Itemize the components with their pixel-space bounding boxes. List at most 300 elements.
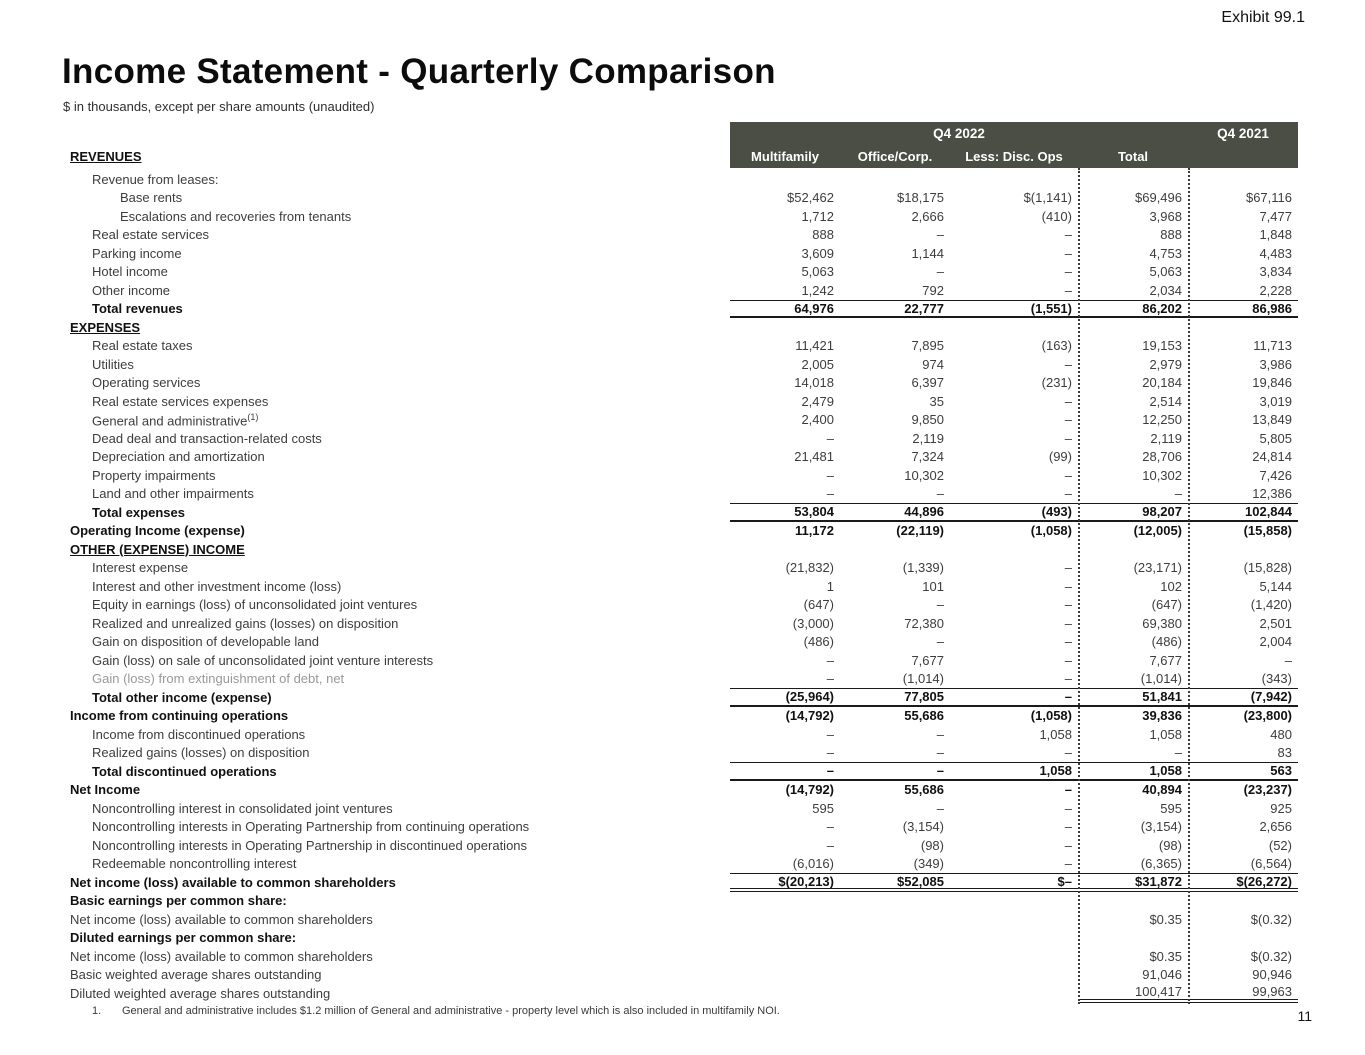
value-cell: 925 bbox=[1270, 800, 1292, 816]
column-header-office-corp: Office/Corp. bbox=[857, 148, 933, 164]
row-values bbox=[730, 355, 1298, 374]
total-column-divider-left bbox=[1078, 168, 1080, 1004]
table-row bbox=[63, 707, 1298, 726]
value-cell: (6,365) bbox=[1140, 856, 1182, 872]
value-cell: 20,184 bbox=[1142, 375, 1182, 391]
table-row bbox=[63, 540, 1298, 559]
value-cell: 35 bbox=[929, 393, 944, 409]
table-row bbox=[63, 559, 1298, 578]
value-cell: – bbox=[1174, 486, 1182, 502]
value-cell: (1,014) bbox=[902, 671, 944, 687]
value-cell: – bbox=[1284, 652, 1292, 668]
table-row bbox=[63, 818, 1298, 837]
table-body bbox=[63, 170, 1298, 1003]
value-cell: $– bbox=[1057, 874, 1072, 889]
footnote bbox=[92, 1005, 780, 1017]
value-cell: 44,896 bbox=[904, 504, 944, 520]
value-cell: (6,564) bbox=[1250, 856, 1292, 872]
value-cell: 3,019 bbox=[1259, 393, 1292, 409]
row-label: Depreciation and amortization bbox=[92, 449, 265, 465]
value-cell: 100,417 bbox=[1078, 984, 1188, 1003]
value-cell: – bbox=[936, 800, 944, 816]
row-label: Escalations and recoveries from tenants bbox=[120, 208, 352, 224]
row-values bbox=[730, 466, 1298, 485]
row-values bbox=[730, 503, 1298, 522]
value-cell: – bbox=[826, 726, 834, 742]
value-cell: 12,250 bbox=[1142, 412, 1182, 428]
row-label: Equity in earnings (loss) of unconsolidated joint ventures bbox=[92, 597, 418, 613]
value-cell: (343) bbox=[1261, 671, 1292, 687]
value-cell: (23,171) bbox=[1133, 560, 1182, 576]
table-row bbox=[63, 744, 1298, 763]
table-row bbox=[63, 873, 1298, 892]
value-cell: 19,153 bbox=[1142, 338, 1182, 354]
value-cell: – bbox=[936, 486, 944, 502]
table-row bbox=[63, 633, 1298, 652]
row-values bbox=[730, 929, 1298, 948]
row-values bbox=[730, 337, 1298, 356]
value-cell: 2,400 bbox=[801, 412, 834, 428]
table-row bbox=[63, 836, 1298, 855]
row-values bbox=[730, 281, 1298, 300]
value-cell: 19,846 bbox=[1252, 375, 1292, 391]
value-cell: 11,172 bbox=[794, 523, 834, 539]
value-cell: 888 bbox=[812, 227, 834, 243]
row-label: Dead deal and transaction-related costs bbox=[92, 430, 322, 446]
row-values bbox=[730, 429, 1298, 448]
value-cell: 98,207 bbox=[1142, 504, 1182, 520]
table-row bbox=[63, 226, 1298, 245]
value-cell: (25,964) bbox=[785, 689, 834, 705]
value-cell: (3,154) bbox=[902, 819, 944, 835]
value-cell: 2,034 bbox=[1149, 282, 1182, 298]
value-cell: – bbox=[936, 634, 944, 650]
value-cell: (1,058) bbox=[1030, 708, 1072, 724]
value-cell: 91,046 bbox=[1142, 967, 1182, 983]
table-row bbox=[63, 984, 1298, 1003]
column-header-less-disc-ops: Less: Disc. Ops bbox=[965, 148, 1063, 164]
value-cell: 2,666 bbox=[911, 208, 944, 224]
value-cell: 792 bbox=[922, 282, 944, 298]
row-values bbox=[730, 873, 1298, 892]
table-row bbox=[63, 947, 1298, 966]
row-label: Parking income bbox=[92, 245, 182, 261]
value-cell: $(0.32) bbox=[1250, 911, 1292, 927]
value-cell: 86,202 bbox=[1142, 300, 1182, 316]
row-values bbox=[730, 170, 1298, 189]
value-cell: $67,116 bbox=[1245, 190, 1292, 206]
value-cell: (98) bbox=[920, 837, 944, 853]
value-cell: 5,063 bbox=[801, 264, 834, 280]
value-cell: – bbox=[1064, 245, 1072, 261]
table-row bbox=[63, 670, 1298, 689]
table-row bbox=[63, 244, 1298, 263]
value-cell: $(0.32) bbox=[1250, 948, 1292, 964]
row-label: Interest expense bbox=[92, 560, 189, 576]
row-label: Gain on disposition of developable land bbox=[92, 634, 319, 650]
value-cell: (486) bbox=[803, 634, 834, 650]
row-label: Diluted weighted average shares outstanding bbox=[70, 985, 331, 1001]
value-cell: $0.35 bbox=[1149, 911, 1182, 927]
value-cell: – bbox=[1064, 227, 1072, 243]
value-cell: (12,005) bbox=[1133, 523, 1182, 539]
table-row bbox=[63, 966, 1298, 985]
table-row bbox=[63, 448, 1298, 467]
value-cell: – bbox=[936, 745, 944, 761]
value-cell: 7,677 bbox=[1149, 652, 1182, 668]
table-row bbox=[63, 799, 1298, 818]
value-cell: – bbox=[1174, 745, 1182, 761]
value-cell: 7,677 bbox=[911, 652, 944, 668]
value-cell: 5,063 bbox=[1149, 264, 1182, 280]
row-label: Net income (loss) available to common shareholders bbox=[70, 874, 396, 890]
value-cell: – bbox=[826, 467, 834, 483]
table-row bbox=[63, 688, 1298, 707]
value-cell: $(20,213) bbox=[778, 874, 834, 889]
value-cell: 69,380 bbox=[1142, 615, 1182, 631]
value-cell: 2,119 bbox=[1150, 430, 1182, 446]
value-cell: 7,426 bbox=[1259, 467, 1292, 483]
value-cell: 55,686 bbox=[904, 782, 944, 798]
value-cell: 2,656 bbox=[1259, 819, 1292, 835]
row-label: Realized gains (losses) on disposition bbox=[92, 745, 310, 761]
value-cell: $52,462 bbox=[787, 190, 834, 206]
value-cell: 72,380 bbox=[904, 615, 944, 631]
table-row bbox=[63, 207, 1298, 226]
value-cell: $52,085 bbox=[897, 874, 944, 889]
value-cell: 102 bbox=[1160, 578, 1182, 594]
row-label: Real estate taxes bbox=[92, 338, 193, 354]
value-cell: – bbox=[1064, 356, 1072, 372]
row-values bbox=[730, 818, 1298, 837]
row-values bbox=[730, 947, 1298, 966]
value-cell: (1,339) bbox=[902, 560, 944, 576]
value-cell: 595 bbox=[1160, 800, 1182, 816]
value-cell: – bbox=[826, 486, 834, 502]
value-cell: – bbox=[1064, 578, 1072, 594]
value-cell: (6,016) bbox=[792, 856, 834, 872]
section-header-revenues: REVENUES bbox=[70, 149, 142, 164]
row-values bbox=[730, 189, 1298, 208]
value-cell: 5,805 bbox=[1259, 430, 1292, 446]
value-cell: (98) bbox=[1158, 837, 1182, 853]
value-cell: 2,228 bbox=[1259, 282, 1292, 298]
table-row bbox=[63, 281, 1298, 300]
value-cell: 1,058 bbox=[1039, 763, 1072, 779]
value-cell: – bbox=[1064, 652, 1072, 668]
value-cell: – bbox=[826, 819, 834, 835]
value-cell: 64,976 bbox=[794, 300, 834, 316]
row-values bbox=[730, 244, 1298, 263]
value-cell: 1,242 bbox=[801, 282, 834, 298]
value-cell: 53,804 bbox=[794, 504, 834, 520]
value-cell: (1,551) bbox=[1030, 300, 1072, 316]
value-cell: 10,302 bbox=[904, 467, 944, 483]
value-cell: (1,014) bbox=[1140, 671, 1182, 687]
value-cell: 974 bbox=[922, 356, 944, 372]
row-values bbox=[730, 670, 1298, 689]
value-cell: 102,844 bbox=[1245, 504, 1292, 520]
value-cell: 1,712 bbox=[801, 208, 834, 224]
value-cell: $(1,141) bbox=[1023, 190, 1072, 206]
value-cell: – bbox=[1064, 800, 1072, 816]
value-cell: – bbox=[1064, 412, 1072, 428]
value-cell: 9,850 bbox=[911, 412, 944, 428]
value-cell: 51,841 bbox=[1142, 689, 1182, 705]
value-cell: (23,800) bbox=[1243, 708, 1292, 724]
table-row bbox=[63, 466, 1298, 485]
value-cell: – bbox=[1064, 430, 1072, 446]
table-row bbox=[63, 614, 1298, 633]
footnote-text: General and administrative includes $1.2 million of General and administrative - property level which is also included in multifamily NOI. bbox=[122, 1005, 780, 1017]
table-header bbox=[730, 122, 1298, 168]
value-cell: $18,175 bbox=[897, 190, 944, 206]
value-cell: – bbox=[936, 726, 944, 742]
value-cell: (3,154) bbox=[1140, 819, 1182, 835]
row-label: Gain (loss) on sale of unconsolidated joint venture interests bbox=[92, 652, 434, 668]
row-label: Noncontrolling interests in Operating Partnership from continuing operations bbox=[92, 819, 530, 835]
value-cell: 888 bbox=[1160, 227, 1182, 243]
table-row bbox=[63, 337, 1298, 356]
row-values bbox=[730, 707, 1298, 726]
table-row bbox=[63, 596, 1298, 615]
value-cell: 3,609 bbox=[801, 245, 834, 261]
value-cell: 3,834 bbox=[1259, 264, 1292, 280]
row-label: Net income (loss) available to common shareholders bbox=[70, 948, 373, 964]
table-row bbox=[63, 929, 1298, 948]
value-cell: 4,483 bbox=[1259, 245, 1292, 261]
table-row bbox=[63, 392, 1298, 411]
row-values bbox=[730, 263, 1298, 282]
row-label: Real estate services expenses bbox=[92, 393, 269, 409]
table-row bbox=[63, 411, 1298, 430]
row-label: Operating Income (expense) bbox=[70, 523, 245, 539]
value-cell: – bbox=[1064, 837, 1072, 853]
value-cell: 90,946 bbox=[1252, 967, 1292, 983]
value-cell: 14,018 bbox=[794, 375, 834, 391]
row-values bbox=[730, 577, 1298, 596]
table-row bbox=[63, 522, 1298, 541]
value-cell: (349) bbox=[913, 856, 944, 872]
row-label: Property impairments bbox=[92, 467, 216, 483]
value-cell: – bbox=[1064, 467, 1072, 483]
row-label: Total discontinued operations bbox=[92, 763, 277, 779]
table-row bbox=[63, 503, 1298, 522]
row-label: Noncontrolling interests in Operating Partnership in discontinued operations bbox=[92, 837, 528, 853]
value-cell: 83 bbox=[1277, 745, 1292, 761]
value-cell: 2,514 bbox=[1149, 393, 1182, 409]
value-cell: 6,397 bbox=[911, 375, 944, 391]
value-cell: (52) bbox=[1268, 837, 1292, 853]
row-values bbox=[730, 522, 1298, 541]
value-cell: – bbox=[1064, 282, 1072, 298]
value-cell: – bbox=[1064, 615, 1072, 631]
table-row bbox=[63, 725, 1298, 744]
row-values bbox=[730, 392, 1298, 411]
row-label: Net income (loss) available to common shareholders bbox=[70, 911, 373, 927]
row-values bbox=[730, 559, 1298, 578]
page-subtitle: $ in thousands, except per share amounts (unaudited) bbox=[63, 99, 375, 114]
value-cell: – bbox=[936, 227, 944, 243]
row-label: Income from continuing operations bbox=[70, 708, 289, 724]
value-cell: 1 bbox=[826, 578, 834, 594]
value-cell: (15,828) bbox=[1243, 560, 1292, 576]
row-label: Income from discontinued operations bbox=[92, 726, 306, 742]
table-row bbox=[63, 651, 1298, 670]
row-label: Land and other impairments bbox=[92, 486, 254, 502]
value-cell: 24,814 bbox=[1252, 449, 1292, 465]
row-label: Basic earnings per common share: bbox=[70, 893, 287, 909]
value-cell: – bbox=[936, 597, 944, 613]
table-row bbox=[63, 374, 1298, 393]
value-cell: 5,144 bbox=[1259, 578, 1292, 594]
value-cell: 2,501 bbox=[1259, 615, 1292, 631]
table-row bbox=[63, 485, 1298, 504]
value-cell: (22,119) bbox=[896, 523, 944, 539]
table-header-group-row bbox=[730, 122, 1298, 145]
total-column-divider-right bbox=[1188, 168, 1190, 1004]
value-cell: (7,942) bbox=[1250, 689, 1292, 705]
value-cell: (231) bbox=[1041, 375, 1072, 391]
row-values bbox=[730, 855, 1298, 874]
table-row bbox=[63, 429, 1298, 448]
row-values bbox=[730, 910, 1298, 929]
row-values bbox=[730, 226, 1298, 245]
table-header-column-row bbox=[730, 145, 1298, 167]
row-values bbox=[730, 540, 1298, 559]
value-cell: 101 bbox=[922, 578, 944, 594]
value-cell: 77,805 bbox=[904, 689, 944, 705]
value-cell: (493) bbox=[1041, 504, 1072, 520]
value-cell: 1,848 bbox=[1259, 227, 1292, 243]
row-values bbox=[730, 984, 1298, 1003]
table-row bbox=[63, 577, 1298, 596]
value-cell: – bbox=[1064, 745, 1072, 761]
value-cell: (23,237) bbox=[1243, 782, 1292, 798]
row-values bbox=[730, 300, 1298, 319]
row-values bbox=[730, 485, 1298, 504]
row-label: Hotel income bbox=[92, 264, 168, 280]
value-cell: 21,481 bbox=[794, 449, 834, 465]
table-row bbox=[63, 355, 1298, 374]
row-label: Redeemable noncontrolling interest bbox=[92, 856, 297, 872]
value-cell: 11,421 bbox=[795, 338, 834, 354]
row-label: Total other income (expense) bbox=[92, 689, 272, 705]
value-cell: 7,324 bbox=[911, 449, 944, 465]
row-values bbox=[730, 688, 1298, 707]
value-cell: 28,706 bbox=[1142, 449, 1182, 465]
row-values bbox=[730, 411, 1298, 430]
row-values bbox=[730, 207, 1298, 226]
value-cell: – bbox=[1064, 597, 1072, 613]
value-cell: 2,119 bbox=[912, 430, 944, 446]
value-cell: – bbox=[1064, 671, 1072, 687]
column-header-total: Total bbox=[1117, 148, 1149, 164]
q4-2022-group-header: Q4 2022 bbox=[933, 126, 985, 141]
value-cell: 11,713 bbox=[1253, 338, 1292, 354]
value-cell: $(26,272) bbox=[1236, 874, 1292, 889]
value-cell: (21,832) bbox=[785, 560, 834, 576]
value-cell: – bbox=[826, 652, 834, 668]
row-values bbox=[730, 799, 1298, 818]
value-cell: 1,144 bbox=[911, 245, 944, 261]
row-label: Total revenues bbox=[92, 301, 183, 317]
value-cell: (1,420) bbox=[1250, 597, 1292, 613]
column-header-multifamily: Multifamily bbox=[751, 148, 819, 164]
exhibit-label: Exhibit 99.1 bbox=[1221, 9, 1305, 26]
q4-2021-group-header: Q4 2021 bbox=[1217, 126, 1269, 141]
table-row bbox=[63, 263, 1298, 282]
value-cell: (647) bbox=[803, 597, 834, 613]
value-cell: $31,872 bbox=[1135, 874, 1182, 889]
row-values bbox=[730, 836, 1298, 855]
value-cell: – bbox=[936, 264, 944, 280]
value-cell: 1,058 bbox=[1039, 726, 1072, 742]
value-cell: 22,777 bbox=[904, 300, 944, 316]
value-cell: 7,477 bbox=[1259, 208, 1292, 224]
table-row bbox=[63, 762, 1298, 781]
row-values bbox=[730, 374, 1298, 393]
value-cell: – bbox=[826, 745, 834, 761]
table-row bbox=[63, 892, 1298, 911]
table-row bbox=[63, 910, 1298, 929]
value-cell: (14,792) bbox=[785, 708, 834, 724]
row-label: Basic weighted average shares outstanding bbox=[70, 967, 322, 983]
row-values bbox=[730, 781, 1298, 800]
row-label: OTHER (EXPENSE) INCOME bbox=[70, 541, 245, 557]
value-cell: – bbox=[1064, 689, 1072, 705]
value-cell: 7,895 bbox=[911, 338, 944, 354]
table-row bbox=[63, 781, 1298, 800]
value-cell: (15,858) bbox=[1243, 523, 1292, 539]
value-cell: (1,058) bbox=[1030, 523, 1072, 539]
value-cell: 55,686 bbox=[904, 708, 944, 724]
row-values bbox=[730, 318, 1298, 337]
row-label: Utilities bbox=[92, 356, 134, 372]
value-cell: 10,302 bbox=[1142, 467, 1182, 483]
row-values bbox=[730, 744, 1298, 763]
row-values bbox=[730, 633, 1298, 652]
value-cell: (163) bbox=[1041, 338, 1072, 354]
row-label: Noncontrolling interest in consolidated joint ventures bbox=[92, 800, 393, 816]
row-label: Operating services bbox=[92, 375, 201, 391]
value-cell: 595 bbox=[812, 800, 834, 816]
page-number: 11 bbox=[1297, 1008, 1312, 1024]
page-title: Income Statement - Quarterly Comparison bbox=[62, 52, 776, 91]
row-label: Net Income bbox=[70, 782, 141, 798]
value-cell: (486) bbox=[1151, 634, 1182, 650]
value-cell: – bbox=[1064, 856, 1072, 872]
row-values bbox=[730, 725, 1298, 744]
value-cell: (99) bbox=[1048, 449, 1072, 465]
value-cell: 3,986 bbox=[1259, 356, 1292, 372]
row-label: Total expenses bbox=[92, 504, 185, 520]
value-cell: 2,979 bbox=[1149, 356, 1182, 372]
table-row bbox=[63, 855, 1298, 874]
value-cell: 2,479 bbox=[801, 393, 834, 409]
value-cell: 2,005 bbox=[801, 356, 834, 372]
value-cell: – bbox=[1064, 634, 1072, 650]
value-cell: – bbox=[1064, 264, 1072, 280]
value-cell: 86,986 bbox=[1252, 300, 1292, 316]
row-values bbox=[730, 892, 1298, 911]
value-cell: – bbox=[1064, 486, 1072, 502]
row-label: Real estate services bbox=[92, 227, 210, 243]
row-label: EXPENSES bbox=[70, 319, 141, 335]
value-cell: 2,004 bbox=[1259, 634, 1292, 650]
value-cell: – bbox=[826, 763, 834, 779]
value-cell: 39,836 bbox=[1142, 708, 1182, 724]
